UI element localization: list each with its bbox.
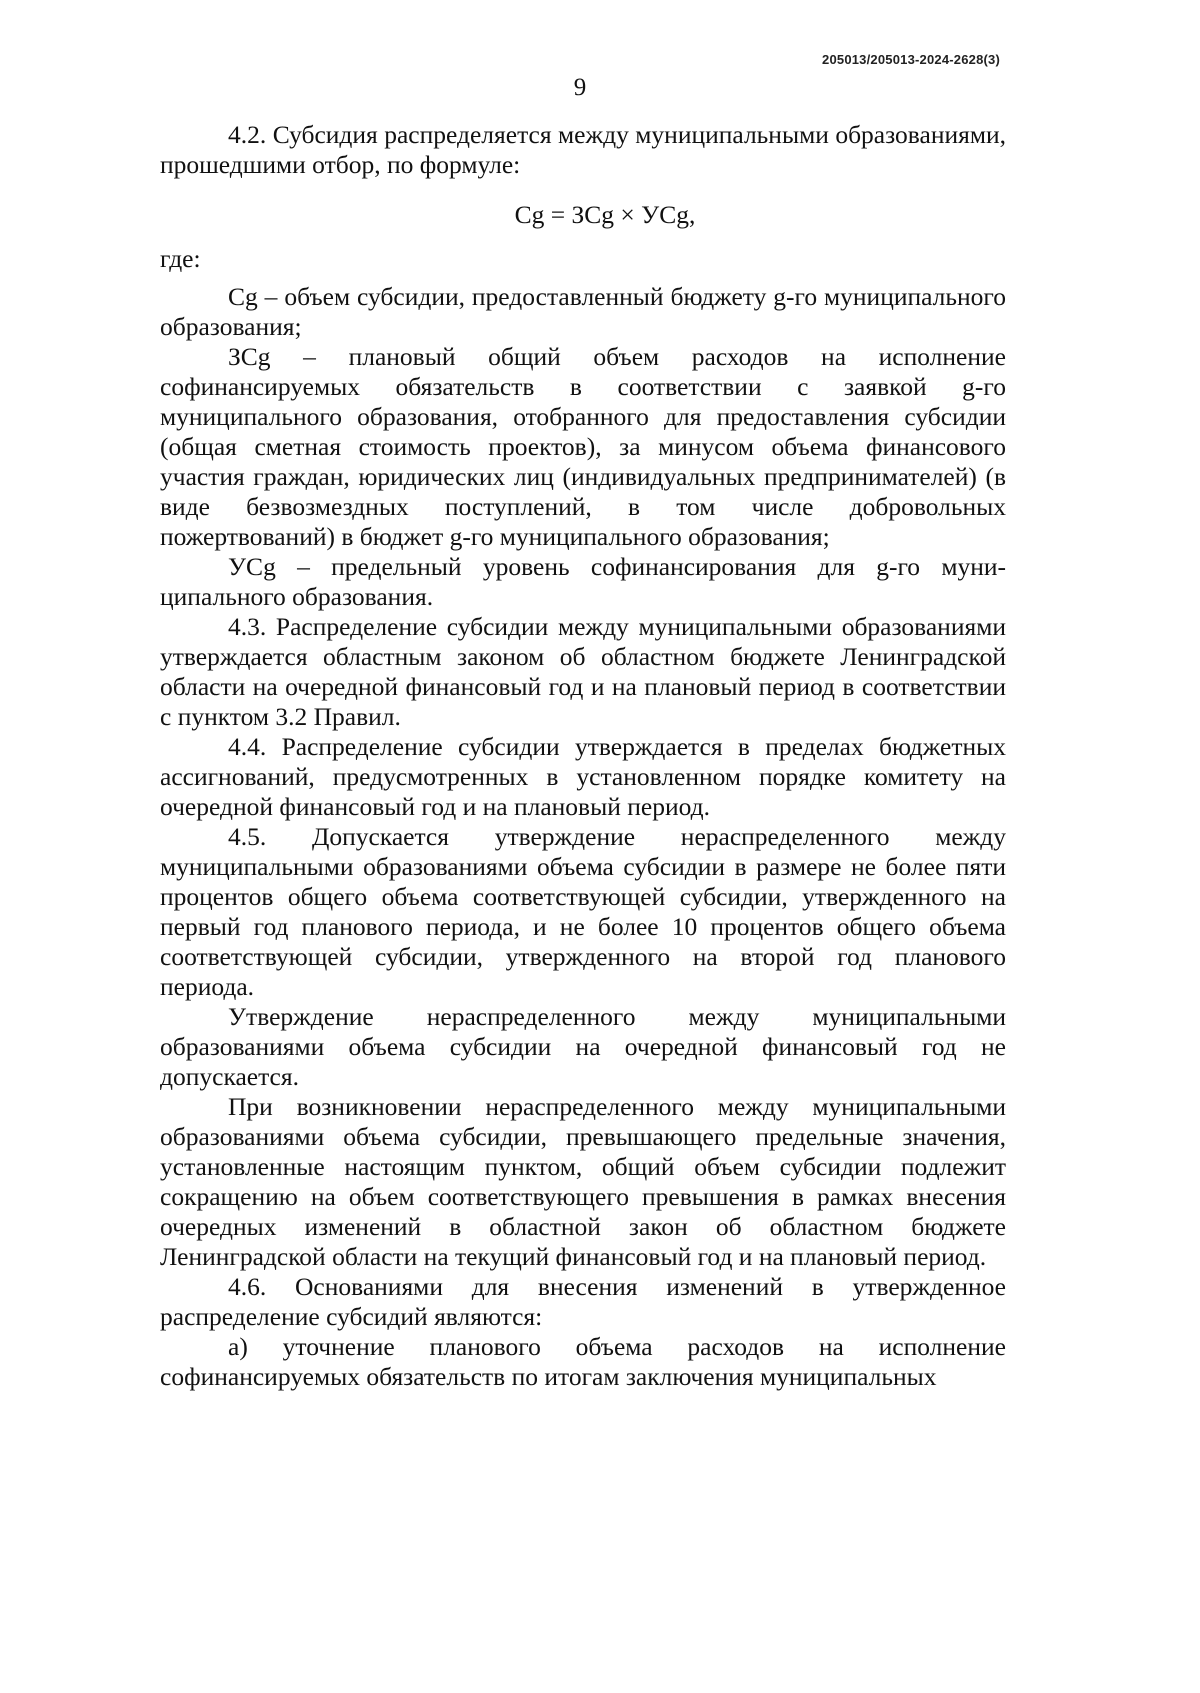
paragraph-approval: Утверждение нераспределенного между муниципальными образованиями объема субсидии на очередной финансовый год не допускается.	[160, 1002, 1006, 1091]
paragraph-4-5: 4.5. Допускается утверждение нераспределенного между муниципальными образованиями объема субсидии в размере не более пяти процентов общего объема соответствующей субсидии, утвержденного на первый год планового периода, и не более 10 процентов общего объема соответствующей субсидии, утвержденного на второй год планового периода.	[160, 822, 1006, 1001]
where-label: где:	[160, 244, 201, 273]
document-id: 205013/205013-2024-2628(3)	[822, 52, 1000, 67]
paragraph-4-4: 4.4. Распределение субсидии утверждается в пределах бюджетных ассигнований, предусмотренных в установленном порядке комитету на очередной финансовый год и на плановый период.	[160, 732, 1006, 821]
formula: Cg = ЗCg × УCg,	[514, 200, 696, 229]
definition-cg: Cg – объем субсидии, предоставленный бюджету g-го муниципального образования;	[160, 282, 1006, 341]
paragraph-a: а) уточнение планового объема расходов на исполнение софинансируемых обязательств по итогам заключения муниципальных	[160, 1332, 1006, 1391]
page-number: 9	[573, 74, 587, 101]
document-body	[160, 120, 1006, 1392]
definition-zcg: ЗCg – плановый общий объем расходов на исполнение софинансируемых обязательств в соответствии с заявкой g-го муниципального образования, отобранного для предоставления субсидии (общая сметная стоимость проектов), за минусом объема финансового участия граждан, юридических лиц (индивидуальных предпринимателей) (в виде безвозмездных поступлений, в том числе добровольных пожертвований) в бюджет g-го муниципального образования;	[160, 342, 1006, 551]
paragraph-4-2: 4.2. Субсидия распределяется между муниципальными образованиями, прошедшими отбор, по формуле:	[160, 120, 1006, 179]
paragraph-excess: При возникновении нераспределенного между муниципальными образованиями объема субсидии, превышающего предельные значения, установленные настоящим пунктом, общий объем субсидии подлежит сокращению на объем соответствующего превышения в рамках внесения очередных изменений в областной закон об областном бюджете Ленинградской области на текущий финансовый год и на плановый период.	[160, 1092, 1006, 1271]
paragraph-4-6: 4.6. Основаниями для внесения изменений в утвержденное распределение субсидий являются:	[160, 1272, 1006, 1331]
definition-ucg: УCg – предельный уровень софинансирования для g-го муни-ципального образования.	[160, 552, 1006, 611]
paragraph-4-3: 4.3. Распределение субсидии между муниципальными образованиями утверждается областным законом об областном бюджете Ленинградской области на очередной финансовый год и на плановый период в соответствии с пунктом 3.2 Правил.	[160, 612, 1006, 731]
